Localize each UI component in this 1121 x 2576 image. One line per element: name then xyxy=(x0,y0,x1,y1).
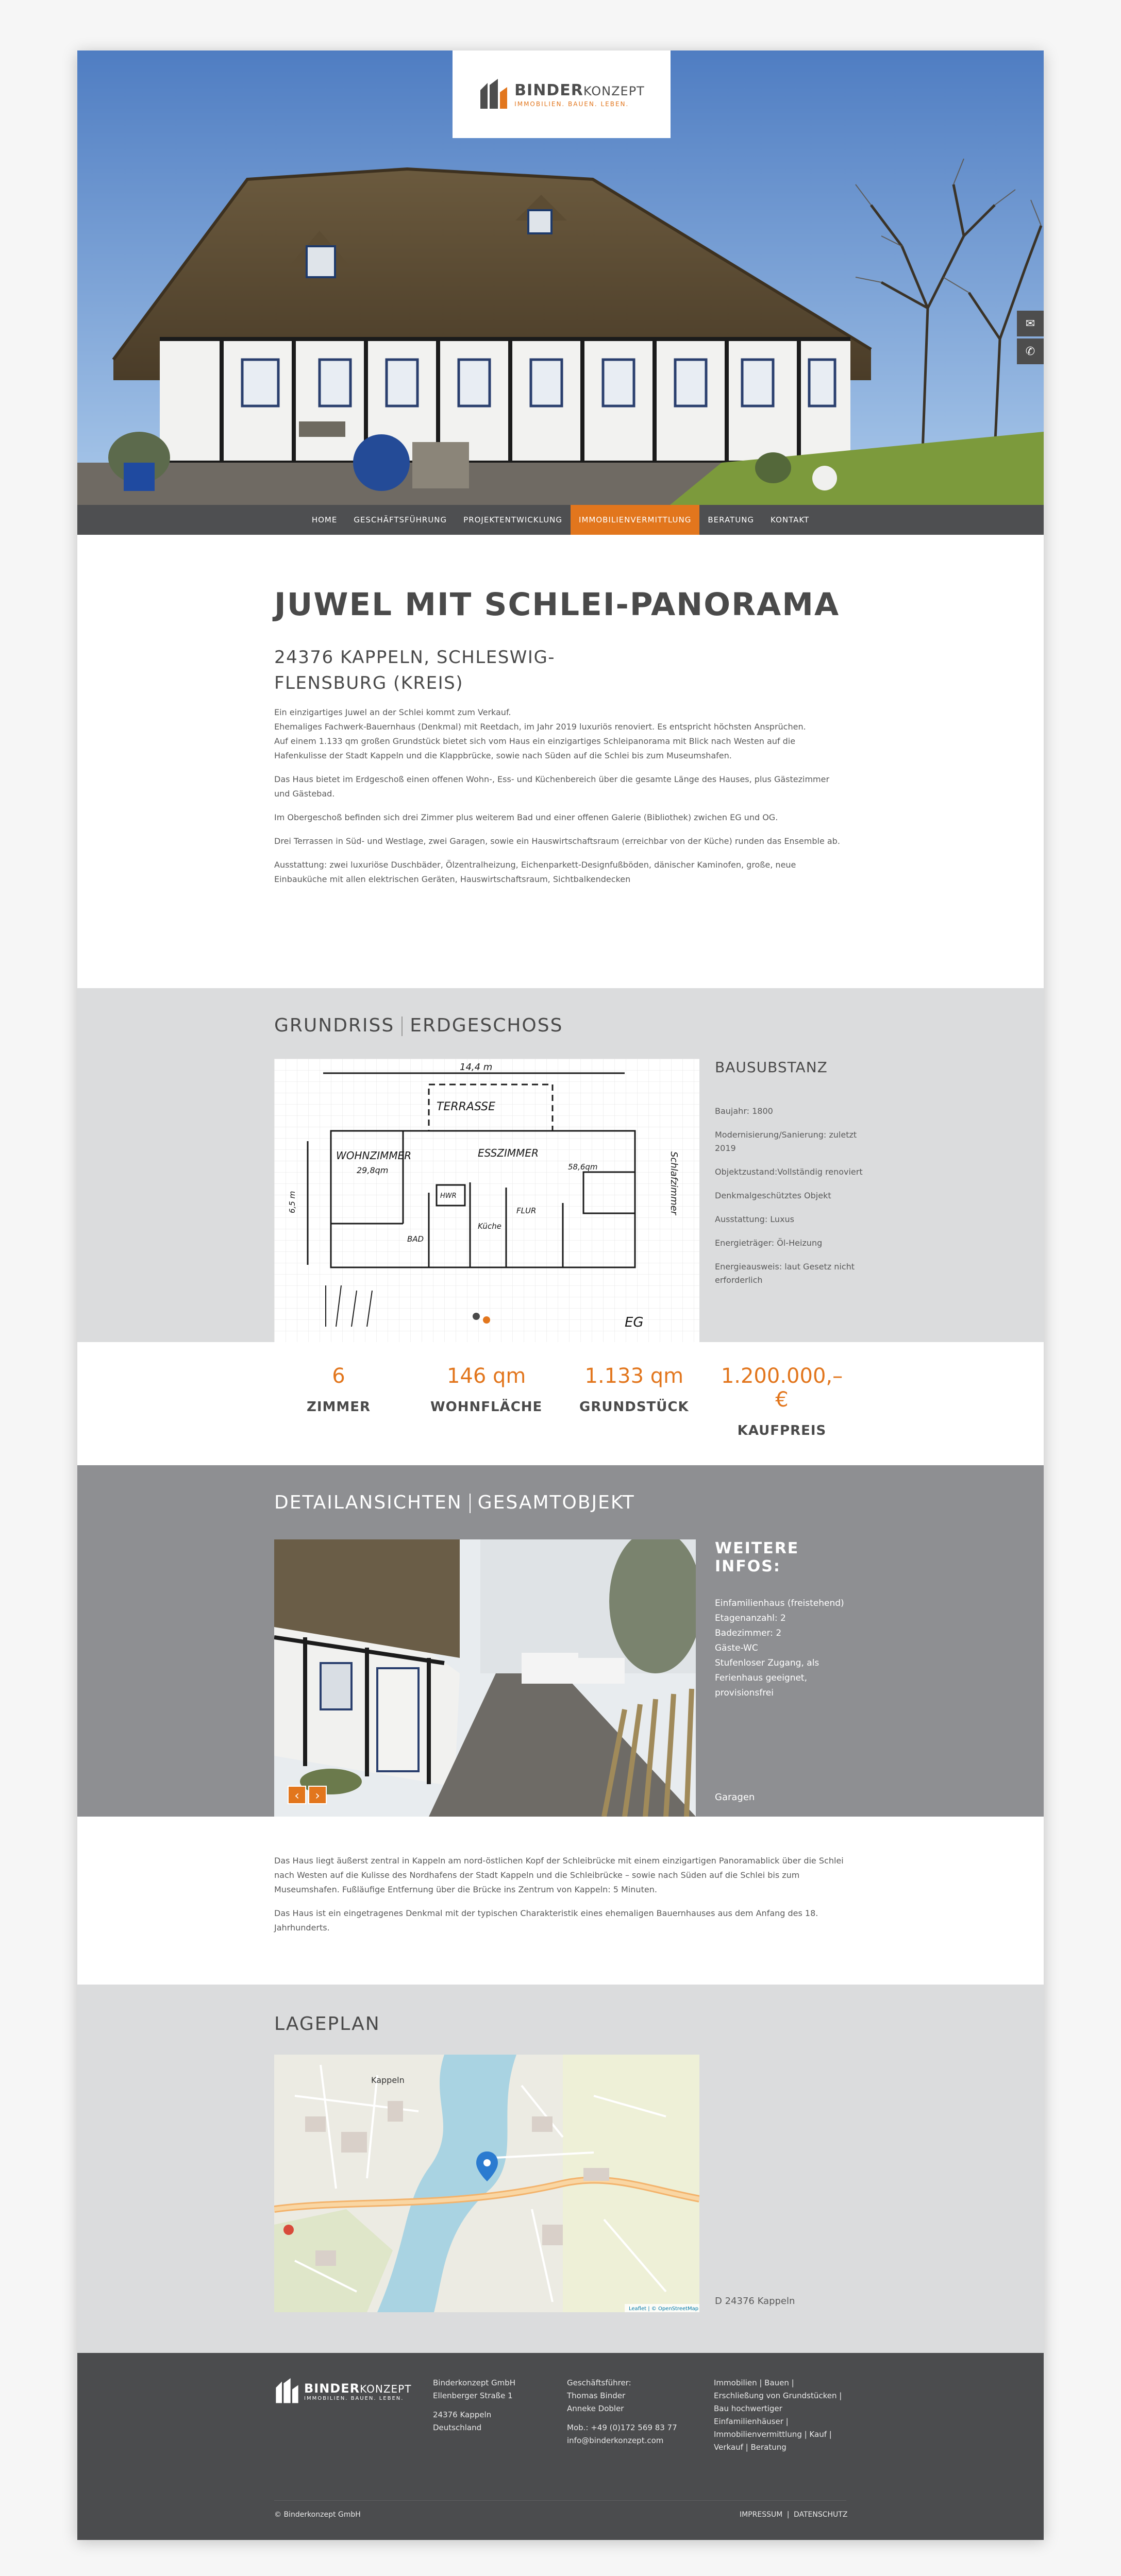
datenschutz-link[interactable]: DATENSCHUTZ xyxy=(793,2511,848,2519)
footer-line: Immobilien | Bauen | xyxy=(714,2378,794,2387)
map-address: D 24376 Kappeln xyxy=(715,2296,795,2307)
copyright: © Binderkonzept GmbH xyxy=(274,2511,361,2519)
footer-spacer xyxy=(433,2402,515,2409)
footer-line: Binderkonzept GmbH xyxy=(433,2378,516,2387)
sketch-dining-area: 58,6qm xyxy=(568,1162,598,1172)
sketch-terrace-label: TERRASSE xyxy=(437,1100,496,1113)
stat-label: KAUFPREIS xyxy=(737,1423,827,1438)
envelope-icon[interactable]: ✉ xyxy=(1017,311,1044,336)
details-title-right: GESAMTOBJEKT xyxy=(477,1492,635,1513)
map-attribution[interactable]: Leaflet | © OpenStreetMap xyxy=(629,2306,699,2312)
stat-label: ZIMMER xyxy=(306,1399,371,1415)
footer-management xyxy=(567,2377,677,2447)
footer-brand xyxy=(304,2381,411,2396)
photo-caption: Garagen xyxy=(715,1792,755,1803)
info-line: Modernisierung/Sanierung: zuletzt 2019 xyxy=(715,1130,857,1153)
sketch-bad-label: BAD xyxy=(407,1234,424,1244)
details-title-left: DETAILANSICHTEN xyxy=(274,1492,462,1513)
sketch-dining-label: ESSZIMMER xyxy=(478,1147,539,1159)
page-subtitle: 24376 KAPPELN, SCHLESWIG-FLENSBURG (KREIS) xyxy=(274,647,556,693)
main-nav xyxy=(77,505,1044,535)
logo-brand xyxy=(514,81,645,99)
legal-separator: | xyxy=(787,2511,790,2519)
page-title: JUWEL MIT SCHLEI-PANORAMA xyxy=(274,586,840,623)
info-line: Etagenanzahl: 2 xyxy=(715,1613,786,1623)
footer-line: Verkauf | Beratung xyxy=(714,2443,787,2452)
info-line: Energieausweis: laut Gesetz nicht erforderlich xyxy=(715,1262,855,1285)
footer-line: Ellenberger Straße 1 xyxy=(433,2391,513,2400)
info-line: Objektzustand:Vollständig renoviert xyxy=(715,1167,863,1177)
stat-label: GRUNDSTÜCK xyxy=(579,1399,689,1415)
info-line: Denkmalgeschütztes Objekt xyxy=(715,1191,831,1200)
logo-brand-light: KONZEPT xyxy=(583,83,645,98)
map-town-label: Kappeln xyxy=(371,2075,405,2085)
location-map[interactable] xyxy=(274,2055,699,2312)
nav-item-projektentwicklung[interactable]: PROJEKTENTWICKLUNG xyxy=(463,515,563,524)
info-line: Ferienhaus geeignet, xyxy=(715,1673,808,1683)
nav-item-home[interactable]: HOME xyxy=(311,515,338,524)
logo-tagline: IMMOBILIEN. BAUEN. LEBEN. xyxy=(514,100,629,108)
footer xyxy=(77,2353,1044,2540)
info-line: Stufenloser Zugang, als xyxy=(715,1658,819,1668)
description-paragraph: Das Haus ist ein eingetragenes Denkmal mit der typischen Charakteristik eines ehemaligen Bauernhauses aus dem Anfang des 18. Jahrhunderts. xyxy=(274,1908,818,1933)
side-contact-tabs xyxy=(1017,311,1044,366)
floorplan-title xyxy=(274,1015,563,1036)
footer-line: Anneke Dobler xyxy=(567,2404,624,2413)
logo[interactable] xyxy=(453,50,671,138)
footer-phone[interactable]: Mob.: +49 (0)172 569 83 77 xyxy=(567,2423,677,2432)
title-divider xyxy=(470,1494,471,1513)
sketch-living-area: 29,8qm xyxy=(357,1165,389,1175)
footer-company xyxy=(433,2377,515,2434)
footer-line: Erschließung von Grundstücken | xyxy=(714,2391,842,2400)
sketch-eg-label: EG xyxy=(625,1315,644,1330)
stat-label: WOHNFLÄCHE xyxy=(430,1399,543,1415)
stat-value: 1.200.000,– € xyxy=(721,1364,843,1412)
footer-line: Geschäftsführer: xyxy=(567,2378,631,2387)
title-divider xyxy=(401,1016,403,1036)
phone-icon[interactable]: ✆ xyxy=(1017,338,1044,364)
sketch-living-label: WOHNZIMMER xyxy=(336,1149,412,1162)
stat-value: 6 xyxy=(332,1364,345,1388)
intro-paragraph: Das Haus bietet im Erdgeschoß einen offenen Wohn-, Ess- und Küchenbereich über die gesamte Länge des Hauses, plus Gästezimmer und Gästebad. xyxy=(274,774,830,799)
logo-mark-icon xyxy=(478,78,509,111)
stat-price xyxy=(717,1364,846,1438)
intro-paragraph: Im Obergeschoß befinden sich drei Zimmer plus weiterem Bad und einer offenen Galerie (Bibliothek) zwichen EG und OG. xyxy=(274,812,778,822)
weitere-infos-title: WEITERE INFOS: xyxy=(715,1539,799,1575)
stat-living-area xyxy=(422,1364,551,1426)
footer-logo[interactable] xyxy=(274,2377,411,2405)
key-facts xyxy=(274,1364,846,1438)
sketch-hwr-label: HWR xyxy=(440,1192,457,1200)
nav-item-kontakt[interactable]: KONTAKT xyxy=(771,515,810,524)
info-line: Badezimmer: 2 xyxy=(715,1628,782,1638)
floorplan-title-left: GRUNDRISS xyxy=(274,1015,395,1036)
nav-item-beratung[interactable]: BERATUNG xyxy=(708,515,755,524)
footer-line: Immobilienvermittlung | Kauf | xyxy=(714,2430,832,2439)
stat-plot xyxy=(570,1364,698,1426)
next-slide-button[interactable]: › xyxy=(308,1786,327,1804)
sketch-side-label: Schlafzimmer xyxy=(668,1151,679,1215)
sketch-depth-label: 6,5 m xyxy=(288,1191,297,1213)
hero-image xyxy=(77,50,1044,505)
floorplan-title-right: ERDGESCHOSS xyxy=(410,1015,563,1036)
floorplan-sketch[interactable] xyxy=(274,1059,699,1342)
floorplan-drawing xyxy=(274,1059,699,1342)
info-line: Ausstattung: Luxus xyxy=(715,1214,795,1224)
footer-brand-light: KONZEPT xyxy=(360,2382,412,2395)
page xyxy=(77,50,1044,2540)
info-line: Einfamilienhaus (freistehend) xyxy=(715,1598,844,1608)
footer-line: Bau hochwertiger xyxy=(714,2404,782,2413)
intro-paragraph: Ein einzigartiges Juwel an der Schlei kommt zum Verkauf. Ehemaliges Fachwerk-Bauernhaus (Denkmal) mit Reetdach, im Jahr 2019 luxuriös renoviert. Es entspricht höchsten Ansprüchen. Auf einem 1.133 qm großen Grundstück bietet sich vom Haus ein einzigartiges Schleipanorama mit Blick nach Westen auf die Hafenkulisse der Stadt Kappeln und die Klappbrücke, sowie nach Süden auf die Schlei bis zum Museumshafen. xyxy=(274,707,806,760)
stat-rooms xyxy=(274,1364,403,1426)
sketch-kueche-label: Küche xyxy=(478,1222,501,1231)
footer-line: Einfamilienhäuser | xyxy=(714,2417,789,2426)
info-line: provisionsfrei xyxy=(715,1688,774,1698)
stat-value: 146 qm xyxy=(446,1364,526,1388)
location-description xyxy=(274,1854,846,1935)
footer-tagline: IMMOBILIEN. BAUEN. LEBEN. xyxy=(304,2395,404,2401)
info-line: Baujahr: 1800 xyxy=(715,1106,773,1116)
impressum-link[interactable]: IMPRESSUM xyxy=(740,2511,783,2519)
map-tiles xyxy=(274,2055,699,2312)
intro-section xyxy=(274,586,846,887)
footer-email[interactable]: info@binderkonzept.com xyxy=(567,2436,664,2445)
footer-logo-mark-icon xyxy=(274,2377,300,2405)
bausubstanz-info xyxy=(715,1059,869,1287)
stat-value: 1.133 qm xyxy=(584,1364,684,1388)
footer-line: Deutschland xyxy=(433,2423,482,2432)
footer-line: Thomas Binder xyxy=(567,2391,626,2400)
footer-services xyxy=(714,2377,842,2454)
intro-paragraph: Drei Terrassen in Süd- und Westlage, zwei Garagen, sowie ein Hauswirtschaftsraum (erreichbar von der Küche) runden das Ensemble ab. xyxy=(274,836,840,846)
sketch-width-label: 14,4 m xyxy=(460,1062,493,1073)
gallery-photo[interactable] xyxy=(274,1539,696,1817)
footer-brand-bold: BINDER xyxy=(304,2381,360,2396)
details-title xyxy=(274,1492,635,1513)
description-paragraph: Das Haus liegt äußerst zentral in Kappeln am nord-östlichen Kopf der Schleibrücke mit einem einzigartigen Panoramablick über die Schlei nach Westen auf die Kulisse des Nordhafens der Stadt Kappeln und die Schleibrücke – sowie nach Süden auf die Schlei bis zum Museumshafen. Fußläufige Entfernung über die Brücke ins Zentrum von Kappeln: 5 Minuten. xyxy=(274,1856,844,1894)
sketch-flur-label: FLUR xyxy=(516,1206,537,1215)
weitere-infos xyxy=(715,1539,869,1701)
prev-slide-button[interactable]: ‹ xyxy=(288,1786,306,1804)
nav-item-immobilienvermittlung[interactable]: IMMOBILIENVERMITTLUNG xyxy=(571,505,699,535)
intro-paragraph: Ausstattung: zwei luxuriöse Duschbäder, Ölzentralheizung, Eichenparkett-Designfußböden, dänischer Kaminofen, große, neue Einbauküche mit allen elektrischen Geräten, Hauswirtschaftsraum, Sichtbalkendecken xyxy=(274,860,796,884)
footer-divider xyxy=(274,2500,846,2501)
logo-brand-bold: BINDER xyxy=(514,81,583,99)
garage-photo xyxy=(274,1539,696,1817)
footer-spacer xyxy=(567,2415,677,2421)
info-line: Energieträger: Öl-Heizung xyxy=(715,1238,823,1248)
nav-item-geschaeftsfuehrung[interactable]: GESCHÄFTSFÜHRUNG xyxy=(354,515,447,524)
map-title: LAGEPLAN xyxy=(274,2013,380,2035)
bausubstanz-title: BAUSUBSTANZ xyxy=(715,1059,828,1076)
footer-line: 24376 Kappeln xyxy=(433,2410,492,2419)
info-line: Gäste-WC xyxy=(715,1643,758,1653)
footer-legal-links xyxy=(740,2511,847,2519)
